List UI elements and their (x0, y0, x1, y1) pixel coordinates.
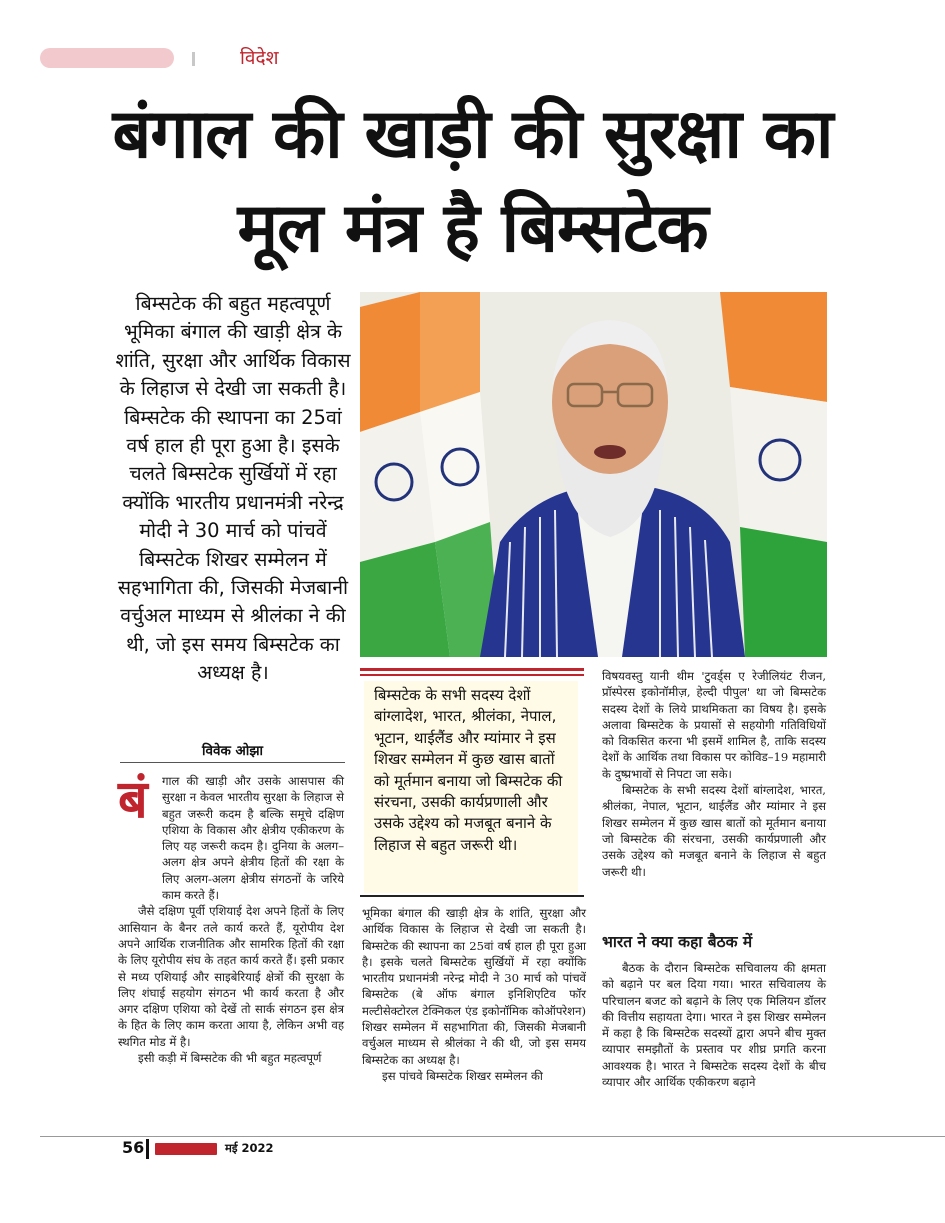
paragraph: भूमिका बंगाल की खाड़ी क्षेत्र के शांति, सुरक्षा और आर्थिक विकास के लिहाज से देखी जा सकती है। बिम्सटेक की स्थापना का 25वां वर्ष हाल ही पूरा हुआ है। इसके चलते बिम्सटेक सुर्खियों में रहा क्योंकि भारतीय प्रधानमंत्री नरेन्द्र मोदी ने 30 मार्च को पांचवें बिम्सटेक (बे ऑफ बंगाल इनिशिएटिव फॉर मल्टीसेक्टोरल टेक्निकल एंड इकोनॉमिक कोऑपरेशन) शिखर सम्मेलन में सहभागिता की, जिसकी मेजबानी वर्चुअल माध्यम से श्रीलंका ने की थी, जो इस समय बिम्सटेक का अध्यक्ष है। (362, 906, 586, 1067)
article-column-3 (602, 668, 826, 880)
article-column-1 (118, 773, 344, 1066)
magazine-logo-icon (155, 1143, 217, 1155)
byline: विवेक ओझा (201, 743, 264, 759)
footer-divider (146, 1139, 149, 1159)
header-divider (192, 52, 195, 66)
pull-quote: बिम्सटेक की बहुत महत्वपूर्ण भूमिका बंगाल की खाड़ी क्षेत्र के शांति, सुरक्षा और आर्थिक विकास के लिहाज से देखी जा सकती है। बिम्सटेक की स्थापना का 25वां वर्ष हाल ही पूरा हुआ है। इसके चलते बिम्सटेक सुर्खियों में रहा क्योंकि भारतीय प्रधानमंत्री नरेन्द्र मोदी ने 30 मार्च को पांचवें बिम्सटेक शिखर सम्मेलन में सहभागिता की, जिसकी मेजबानी वर्चुअल माध्यम से श्रीलंका ने की थी, जो इस समय बिम्सटेक का अध्यक्ष है। (115, 292, 351, 685)
page-number: 56 (122, 1138, 145, 1157)
paragraph: इस पांचवे बिम्सटेक शिखर सम्मेलन की (382, 1068, 543, 1083)
paragraph: विषयवस्तु यानी थीम 'टुवर्ड्स ए रेजीलियंट रीजन, प्रॉस्पेरस इकोनॉमीज़, हेल्दी पीपुल' था जो बिम्सटेक सदस्य देशों के लिये प्राथमिकता का विषय है। इसके अलावा बिम्सटेक के प्रयासों से सहयोगी गतिविधियों को विकसित करना भी इसमें शामिल है, ताकि सदस्य देशों के आर्थिक तथा विकास पर कोविड–19 महामारी के दुष्प्रभावों से निपटा जा सके। (602, 669, 826, 781)
article-photo (360, 292, 827, 657)
paragraph: बैठक के दौरान बिम्सटेक सचिवालय की क्षमता को बढ़ाने पर बल दिया गया। भारत सचिवालय के परिचालन बजट को बढ़ाने के लिए एक मिलियन डॉलर की वित्तीय सहायता देगा। भारत ने इस शिखर सम्मेलन में कहा है कि बिम्सटेक सदस्यों द्वारा अपने बीच मुक्त व्यापार समझौतों के प्रस्ताव पर शीघ्र प्रगति करना आवश्यक है। भारत ने बिम्सटेक सदस्य देशों के बीच व्यापार और आर्थिक एकीकरण बढ़ाने (602, 961, 826, 1090)
paragraph: जैसे दक्षिण पूर्वी एशियाई देश अपने हितों के लिए आसियान के बैनर तले कार्य करते हैं, यूरोपीय देश अपने आर्थिक राजनीतिक और सामरिक हितों की रक्षा के लिए यूरोपीय संघ के तहत कार्य करते हैं। इसी प्रकार से मध्य एशियाई और साइबेरियाई क्षेत्रों की सुरक्षा के लिए शंघाई सहयोग संगठन भी कार्य करता है और अगर दक्षिण एशिया को देखें तो सार्क संगठन इस क्षेत्र के हित के लिए काम करता आया है, लेकिन अभी वह स्थगित मोड में है। (118, 904, 344, 1049)
paragraph: बिम्सटेक के सभी सदस्य देशों बांग्लादेश, भारत, श्रीलंका, नेपाल, भूटान, थाईलैंड और म्यांमार ने इस शिखर सम्मेलन में कुछ खास बातों को मूर्तमान बनाया जो बिम्सटेक की संरचना, उसकी कार्यप्रणाली और उसके उद्देश्य को मजबूत बनाने के लिहाज से बहुत जरूरी थी। (602, 783, 826, 879)
section-pill-decoration (40, 48, 174, 68)
article-column-2 (362, 905, 586, 1084)
footer-rule (40, 1136, 945, 1137)
issue-date: मई 2022 (225, 1141, 274, 1155)
highlight-box: बिम्सटेक के सभी सदस्य देशों बांग्लादेश, भारत, श्रीलंका, नेपाल, भूटान, थाईलैंड और म्यांमार ने इस शिखर सम्मेलन में कुछ खास बातों को मूर्तमान बनाया जो बिम्सटेक की संरचना, उसकी कार्यप्रणाली और उसके उद्देश्य को मजबूत बनाने के लिहाज से बहुत जरूरी थी। (364, 681, 578, 893)
byline-rule (120, 762, 345, 763)
headline-line-2: मूल मंत्र है बिम्सटेक (237, 189, 708, 268)
article-column-3-continued (602, 960, 826, 1090)
drop-cap: बं (118, 770, 148, 830)
section-label: विदेश (240, 47, 279, 69)
box-top-rule (360, 668, 584, 671)
headline-line-1: बंगाल की खाड़ी की सुरक्षा का (112, 95, 833, 174)
paragraph: इसी कड़ी में बिम्सटेक की भी बहुत महत्वपूर्ण (138, 1051, 322, 1066)
subheading: भारत ने क्या कहा बैठक में (602, 933, 753, 951)
headline (40, 88, 905, 276)
paragraph: गाल की खाड़ी और उसके आसपास की सुरक्षा न केवल भारतीय सुरक्षा के लिहाज से बहुत जरूरी कदम है बल्कि समूचे दक्षिण एशिया के विकास और क्षेत्रीय एकीकरण के लिए यह जरूरी कदम है। दुनिया के अलग–अलग क्षेत्र अपने क्षेत्रीय हितों की रक्षा के लिए अलग-अलग क्षेत्रीय संगठनों के जरिये काम करते हैं। (162, 774, 344, 903)
speaker-photo-illustration (360, 292, 827, 657)
box-bottom-rule (360, 895, 584, 897)
box-top-rule-2 (360, 674, 584, 676)
